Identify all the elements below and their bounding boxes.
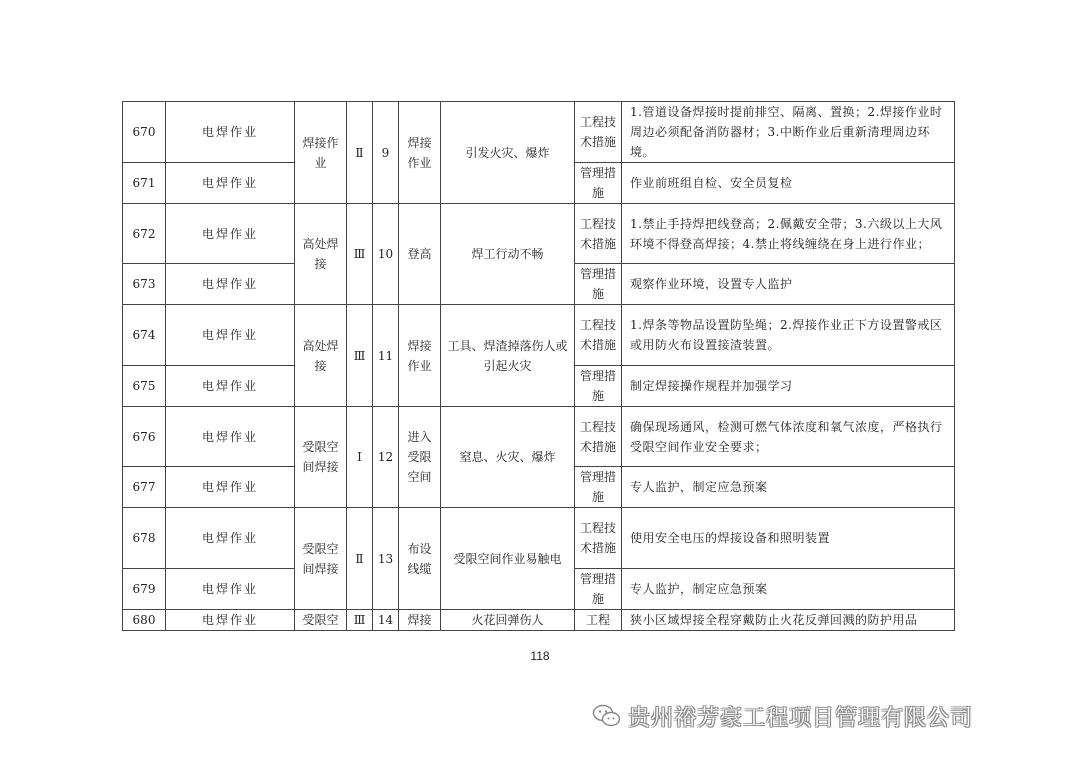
table-row	[123, 102, 955, 163]
step-cell: 登高	[399, 204, 441, 305]
measure-cell: 1.管道设备焊接时提前排空、隔离、置换；2.焊接作业时周边必须配备消防器材；3.中断作业后重新清理周边环境。	[622, 102, 955, 163]
measure-type-cell: 工程技术措施	[575, 102, 622, 163]
risk-measures-table	[122, 101, 955, 631]
measure-type-cell: 工程技术措施	[575, 508, 622, 569]
row-number: 678	[123, 508, 166, 569]
hazard-cell: 窒息、火灾、爆炸	[441, 407, 575, 508]
activity-cell: 电焊作业	[166, 163, 295, 204]
measure-type-cell: 管理措施	[575, 264, 622, 305]
row-number: 673	[123, 264, 166, 305]
row-number: 670	[123, 102, 166, 163]
measure-cell: 专人监护，制定应急预案	[622, 569, 955, 610]
row-number: 674	[123, 305, 166, 366]
activity-cell: 电焊作业	[166, 467, 295, 508]
table-row	[123, 407, 955, 467]
measure-type-cell: 管理措施	[575, 163, 622, 204]
risk-level-cell: Ⅲ	[347, 610, 373, 631]
measure-cell: 狭小区域焊接全程穿戴防止火花反弹回溅的防护用品	[622, 610, 955, 631]
risk-level-cell: Ⅱ	[347, 102, 373, 204]
category-cell: 高处焊接	[295, 204, 347, 305]
measure-type-cell: 管理措施	[575, 467, 622, 508]
step-cell: 焊接	[399, 610, 441, 631]
hazard-cell: 受限空间作业易触电	[441, 508, 575, 610]
index-cell: 14	[373, 610, 399, 631]
activity-cell: 电焊作业	[166, 366, 295, 407]
watermark	[592, 696, 973, 736]
measure-type-cell: 工程	[575, 610, 622, 631]
risk-level-cell: Ⅰ	[347, 407, 373, 508]
category-cell: 高处焊接	[295, 305, 347, 407]
row-number: 677	[123, 467, 166, 508]
measure-cell: 制定焊接操作规程并加强学习	[622, 366, 955, 407]
step-cell: 焊接作业	[399, 305, 441, 407]
measure-cell: 1.焊条等物品设置防坠绳；2.焊接作业正下方设置警戒区或用防火布设置接渣装置。	[622, 305, 955, 366]
measure-type-cell: 工程技术措施	[575, 407, 622, 467]
row-number: 675	[123, 366, 166, 407]
category-cell: 受限空	[295, 610, 347, 631]
step-cell: 布设线缆	[399, 508, 441, 610]
step-cell: 焊接作业	[399, 102, 441, 204]
index-cell: 12	[373, 407, 399, 508]
hazard-cell: 工具、焊渣掉落伤人或引起火灾	[441, 305, 575, 407]
hazard-cell: 焊工行动不畅	[441, 204, 575, 305]
risk-level-cell: Ⅱ	[347, 508, 373, 610]
page-number: 118	[530, 649, 550, 663]
measure-cell: 1.禁止手持焊把线登高；2.佩戴安全带；3.六级以上大风环境不得登高焊接；4.禁止将线缠绕在身上进行作业；	[622, 204, 955, 264]
index-cell: 13	[373, 508, 399, 610]
watermark-text: 贵州裕芳豪工程项目管理有限公司	[628, 705, 974, 731]
row-number: 679	[123, 569, 166, 610]
index-cell: 10	[373, 204, 399, 305]
hazard-cell: 火花回弹伤人	[441, 610, 575, 631]
risk-level-cell: Ⅲ	[347, 305, 373, 407]
activity-cell: 电焊作业	[166, 305, 295, 366]
measure-cell: 观察作业环境，设置专人监护	[622, 264, 955, 305]
step-cell: 进入受限空间	[399, 407, 441, 508]
measure-type-cell: 工程技术措施	[575, 204, 622, 264]
activity-cell: 电焊作业	[166, 610, 295, 631]
measure-type-cell: 工程技术措施	[575, 305, 622, 366]
row-number: 680	[123, 610, 166, 631]
table-row	[123, 204, 955, 264]
row-number: 671	[123, 163, 166, 204]
activity-cell: 电焊作业	[166, 204, 295, 264]
hazard-cell: 引发火灾、爆炸	[441, 102, 575, 204]
activity-cell: 电焊作业	[166, 264, 295, 305]
table-row	[123, 610, 955, 631]
measure-type-cell: 管理措施	[575, 366, 622, 407]
activity-cell: 电焊作业	[166, 102, 295, 163]
measure-cell: 确保现场通风，检测可燃气体浓度和氧气浓度，严格执行受限空间作业安全要求；	[622, 407, 955, 467]
measure-type-cell: 管理措施	[575, 569, 622, 610]
index-cell: 11	[373, 305, 399, 407]
index-cell: 9	[373, 102, 399, 204]
wechat-icon	[592, 703, 622, 729]
category-cell: 焊接作业	[295, 102, 347, 204]
table-row	[123, 508, 955, 569]
row-number: 672	[123, 204, 166, 264]
table-row	[123, 305, 955, 366]
measure-cell: 作业前班组自检、安全员复检	[622, 163, 955, 204]
category-cell: 受限空间焊接	[295, 407, 347, 508]
activity-cell: 电焊作业	[166, 407, 295, 467]
activity-cell: 电焊作业	[166, 508, 295, 569]
row-number: 676	[123, 407, 166, 467]
category-cell: 受限空间焊接	[295, 508, 347, 610]
measure-cell: 专人监护，制定应急预案	[622, 467, 955, 508]
risk-level-cell: Ⅲ	[347, 204, 373, 305]
activity-cell: 电焊作业	[166, 569, 295, 610]
measure-cell: 使用安全电压的焊接设备和照明装置	[622, 508, 955, 569]
